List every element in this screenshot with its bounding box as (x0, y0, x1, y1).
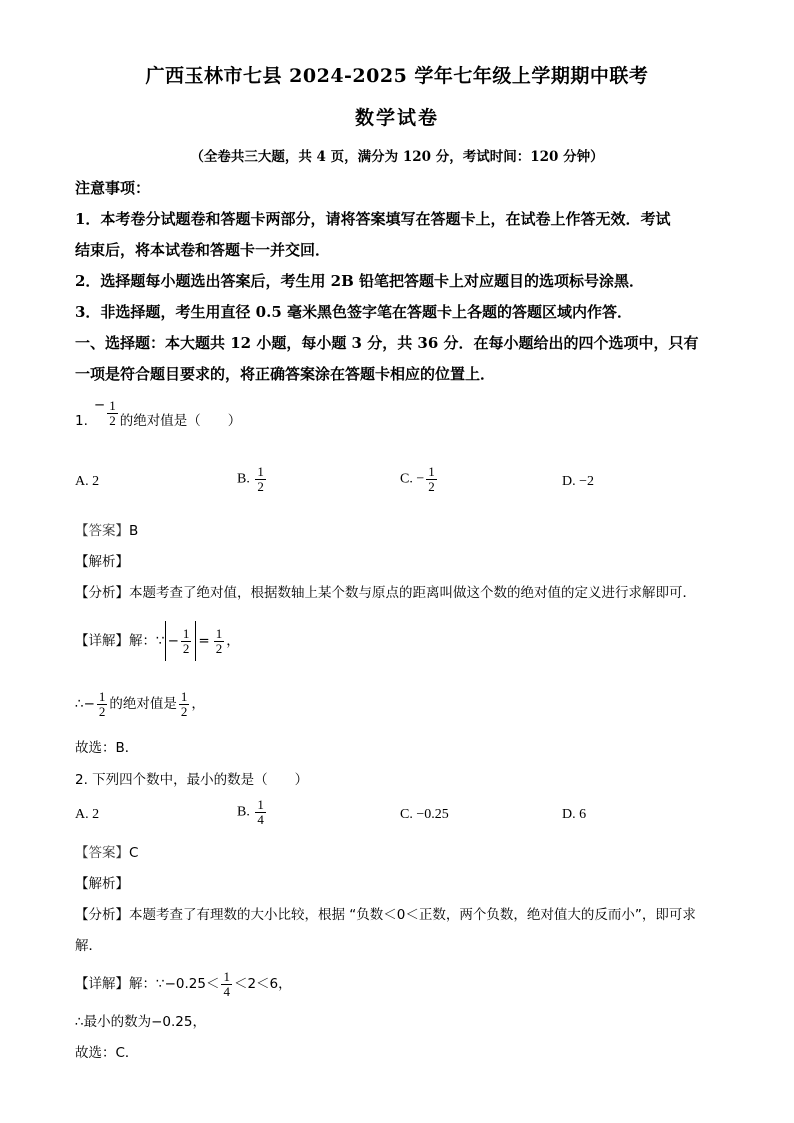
q1-option-d: D. −2 (562, 474, 595, 489)
q1-therefore (75, 682, 205, 726)
q1-option-c (400, 465, 439, 494)
q1-detail-result-num: 1 (215, 625, 223, 641)
q2-option-b-fraction (255, 798, 266, 827)
q1-answer (75, 521, 138, 541)
q2-option-b-label: B. (237, 804, 250, 820)
q2-detail-fraction (221, 970, 232, 999)
q1-option-b-den: 2 (257, 479, 264, 494)
q1-option-b-label: B. (237, 471, 250, 487)
q1-option-c-den: 2 (428, 479, 435, 494)
q2-answer (75, 843, 138, 863)
q2-fenxi-line-2: 解． (75, 938, 102, 954)
q1-detail-label: 【详解】 (75, 633, 129, 649)
q2-fenxi-label: 【分析】 (75, 907, 129, 923)
notice-item-3: 3．非选择题，考生用直径 0.5 毫米黑色签字笔在答题卡上各题的答题区域内作答． (75, 303, 632, 321)
q1-fenxi-text: 本题考查了绝对值，根据数轴上某个数与原点的距离叫做这个数的绝对值的定义进行求解即可． (129, 585, 696, 601)
q2-detail-den: 4 (223, 983, 230, 999)
q2-analysis-label: 【解析】 (75, 876, 129, 892)
q1-fenxi-label: 【分析】 (75, 585, 129, 601)
q2-option-b (237, 798, 268, 827)
q1-option-c-num: 1 (428, 464, 435, 479)
q2-answer-label: 【答案】 (75, 845, 129, 861)
q1-option-c-fraction (426, 465, 437, 494)
q1-detail-sign: − (167, 633, 179, 649)
q1-answer-value: B (129, 523, 139, 539)
notice-item-2: 2．选择题每小题选出答案后，考生用 2B 铅笔把答题卡上对应题目的选项标号涂黑． (75, 272, 645, 290)
q2-choose: 故选：C． (75, 1045, 139, 1061)
notice-heading: 注意事项： (75, 179, 151, 197)
q2-detail-end: ＜2＜6， (233, 976, 292, 992)
section-1-line-2: 一项是符合题目要求的，将正确答案涂在答题卡相应的位置上． (75, 365, 496, 383)
q2-detail (75, 962, 292, 1006)
q1-detail-result (214, 627, 225, 656)
q1-detail-result-den: 2 (215, 640, 223, 656)
q1-detail-fraction (181, 627, 192, 656)
q2-fenxi-line-1 (75, 905, 696, 925)
notice-item-1-line-2: 结束后，将本试卷和答题卡一并交回． (75, 241, 331, 259)
exam-title: 广西玉林市七县 2024-2025 学年七年级上学期期中联考 (145, 65, 649, 87)
q2-stem: 2. 下列四个数中，最小的数是（ ） (75, 772, 309, 788)
q1-option-a: A. 2 (75, 474, 100, 489)
q1-analysis-label: 【解析】 (75, 554, 129, 570)
q1-stem (75, 397, 242, 442)
q1-therefore-prefix: ∴− (75, 696, 95, 712)
section-1-line-1: 一、选择题：本大题共 12 小题，每小题 3 分，共 36 分．在每小题给出的四个选项中，只有 (75, 334, 699, 352)
q1-fraction (107, 399, 118, 428)
q1-therefore-end: ， (191, 696, 205, 712)
q1-choose: 故选：B． (75, 740, 139, 756)
q1-therefore-fraction (97, 690, 108, 719)
q2-option-b-den: 4 (257, 812, 264, 827)
q2-option-b-num: 1 (257, 797, 264, 812)
q2-fenxi-text: 本题考查了有理数的大小比较，根据 “负数＜0＜正数，两个负数，绝对值大的反而小”，即可求 (129, 907, 696, 923)
notice-item-1-line-1: 1．本考卷分试题卷和答题卡两部分，请将答案填写在答题卡上，在试卷上作答无效．考试 (75, 210, 671, 228)
q1-detail-den: 2 (182, 640, 190, 656)
q1-therefore-result (179, 690, 190, 719)
q1-fraction-num: 1 (109, 397, 116, 413)
q1-detail-eq: = (198, 633, 210, 649)
q1-option-c-label: C. (400, 471, 413, 487)
q1-therefore-result-den: 2 (180, 703, 188, 719)
q1-detail-prefix: 解：∵ (129, 633, 165, 649)
q1-option-b-num: 1 (257, 464, 264, 479)
q2-detail-label: 【详解】 (75, 976, 129, 992)
q1-therefore-result-num: 1 (180, 688, 188, 704)
q2-option-d: D. 6 (562, 807, 587, 822)
q2-answer-value: C (129, 845, 139, 861)
q2-option-a: A. 2 (75, 807, 100, 822)
q1-detail (75, 619, 240, 663)
q1-stem-text: 的绝对值是（ ） (119, 413, 242, 429)
q2-detail-num: 1 (223, 968, 230, 984)
q1-answer-label: 【答案】 (75, 523, 129, 539)
q2-therefore: ∴最小的数为−0.25， (75, 1014, 206, 1030)
q1-therefore-num: 1 (98, 688, 106, 704)
q2-detail-prefix: 解：∵−0.25＜ (129, 976, 220, 992)
exam-subtitle: 数学试卷 (354, 107, 439, 129)
q2-option-c: C. −0.25 (400, 807, 449, 822)
q1-therefore-den: 2 (98, 703, 106, 719)
q1-option-c-sign: − (416, 471, 425, 487)
q1-fenxi (75, 583, 696, 603)
q1-number: 1. (75, 413, 88, 429)
q1-detail-num: 1 (182, 625, 190, 641)
exam-info: （全卷共三大题，共 4 页，满分为 120 分，考试时间：120 分钟） (190, 149, 604, 165)
q1-sign: − (93, 397, 106, 413)
q1-detail-abs (165, 621, 197, 661)
q1-option-b-fraction (255, 465, 266, 494)
q1-therefore-mid: 的绝对值是 (109, 696, 177, 712)
q1-detail-end: ， (226, 633, 240, 649)
q1-fraction-den: 2 (109, 412, 116, 428)
q1-option-b (237, 465, 268, 494)
